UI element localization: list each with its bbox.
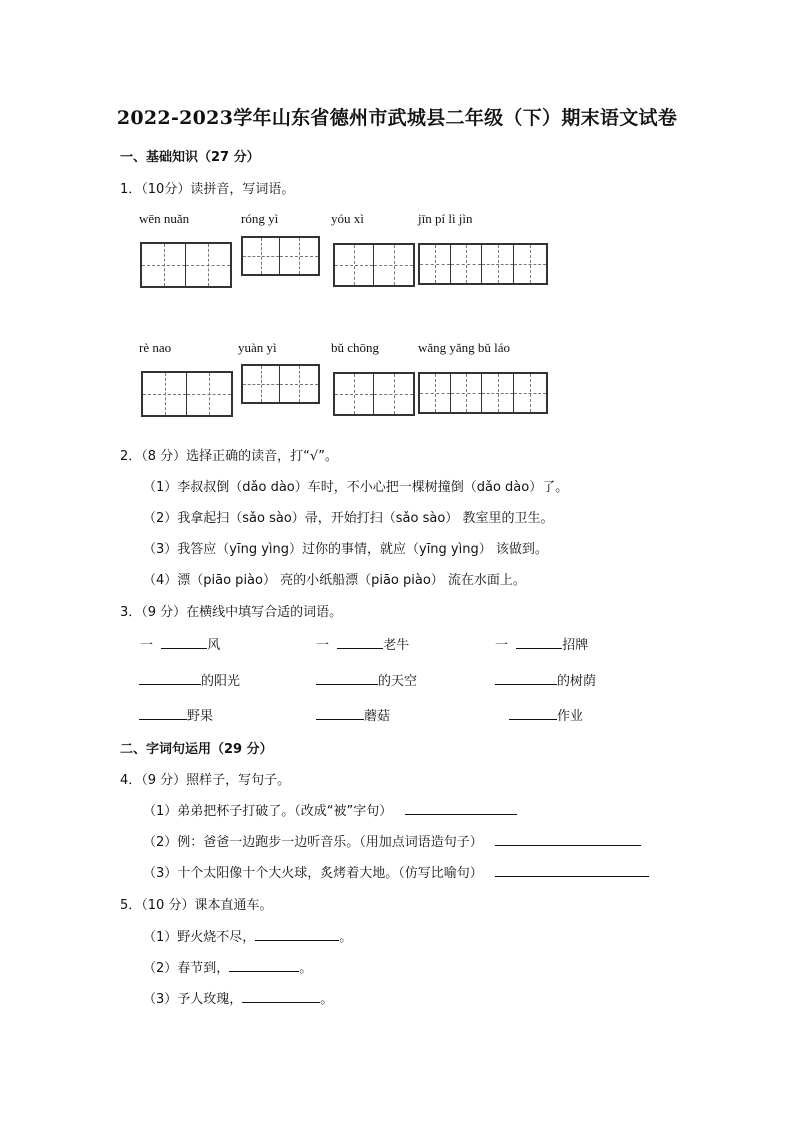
answer-blank[interactable] <box>229 959 299 972</box>
fill-blank-item <box>316 634 409 653</box>
fill-blank-item <box>495 634 588 653</box>
blank-suffix: 风 <box>207 638 221 653</box>
question-2-item: （4）漂（piāo piào） 亮的小纸船漂（piāo piào） 流在水面上。 <box>143 573 526 588</box>
answer-blank[interactable] <box>495 833 641 846</box>
measure-word-prefix: 一 <box>316 638 330 653</box>
question-2-item: （1）李叔叔倒（dǎo dào）车时，不小心把一棵树撞倒（dǎo dào）了。 <box>143 480 569 495</box>
fill-blank-item <box>509 705 583 724</box>
question-4-text: （3）十个太阳像十个大火球，炙烤着大地。（仿写比喻句） <box>143 866 483 881</box>
pinyin-label: wēn nuǎn <box>139 211 190 226</box>
question-5-text: （1）野火烧不尽， <box>143 930 256 945</box>
blank-suffix: 作业 <box>557 709 584 724</box>
question-5-end: 。 <box>320 992 334 1007</box>
answer-blank[interactable] <box>509 707 557 720</box>
answer-blank[interactable] <box>255 928 339 941</box>
question-4-item <box>143 800 517 819</box>
fill-blank-item <box>316 670 417 689</box>
writing-grid[interactable] <box>140 242 232 288</box>
pinyin-label: jīn pí lì jìn <box>418 211 473 226</box>
blank-suffix: 老牛 <box>383 638 410 653</box>
fill-blank-item <box>139 670 240 689</box>
question-5-prompt: 5．（10 分）课本直通车。 <box>120 898 273 913</box>
measure-word-prefix: 一 <box>140 638 154 653</box>
blank-suffix: 招牌 <box>562 638 589 653</box>
question-5-item <box>143 988 333 1007</box>
blank-suffix: 的树荫 <box>557 674 597 689</box>
writing-grid[interactable] <box>333 243 415 287</box>
writing-grid[interactable] <box>418 243 548 285</box>
pinyin-label: róng yì <box>241 211 279 226</box>
question-2-prompt: 2．（8 分）选择正确的读音，打“√”。 <box>120 449 338 464</box>
fill-blank-item <box>495 670 596 689</box>
fill-blank-item <box>316 705 390 724</box>
question-3-prompt: 3．（9 分）在横线中填写合适的词语。 <box>120 605 343 620</box>
section-heading-basics: 一、基础知识（27 分） <box>120 150 260 165</box>
page-title: 2022-2023学年山东省德州市武城县二年级（下）期末语文试卷 <box>116 107 678 129</box>
answer-blank[interactable] <box>139 672 201 685</box>
question-4-item <box>143 862 649 881</box>
blank-suffix: 的阳光 <box>201 674 241 689</box>
writing-grid[interactable] <box>241 236 320 276</box>
blank-suffix: 的天空 <box>378 674 418 689</box>
answer-blank[interactable] <box>495 864 649 877</box>
answer-blank[interactable] <box>316 707 364 720</box>
answer-blank[interactable] <box>405 802 517 815</box>
question-5-end: 。 <box>299 961 313 976</box>
writing-grid[interactable] <box>141 371 233 417</box>
answer-blank[interactable] <box>316 672 378 685</box>
question-5-item <box>143 926 352 945</box>
question-5-item <box>143 957 312 976</box>
answer-blank[interactable] <box>161 636 207 649</box>
writing-grid[interactable] <box>333 372 415 416</box>
question-4-text: （1）弟弟把杯子打破了。（改成“被”字句） <box>143 804 393 819</box>
pinyin-label: wǎng yǎng bǔ láo <box>418 340 511 355</box>
question-5-text: （2）春节到， <box>143 961 230 976</box>
pinyin-label: yóu xì <box>331 211 364 226</box>
writing-grid[interactable] <box>418 372 548 414</box>
question-5-text: （3）予人玫瑰， <box>143 992 243 1007</box>
question-5-end: 。 <box>339 930 353 945</box>
question-4-prompt: 4．（9 分）照样子，写句子。 <box>120 773 291 788</box>
question-4-item <box>143 831 641 850</box>
answer-blank[interactable] <box>337 636 383 649</box>
writing-grid[interactable] <box>241 364 320 404</box>
question-1-prompt: 1．（10分）读拼音，写词语。 <box>120 182 295 197</box>
fill-blank-item <box>140 634 220 653</box>
section-heading-usage: 二、字词句运用（29 分） <box>120 742 273 757</box>
answer-blank[interactable] <box>242 990 320 1003</box>
fill-blank-item <box>139 705 213 724</box>
pinyin-label: bǔ chōng <box>331 340 380 355</box>
measure-word-prefix: 一 <box>495 638 509 653</box>
pinyin-label: yuàn yì <box>238 340 277 355</box>
blank-suffix: 蘑菇 <box>364 709 391 724</box>
answer-blank[interactable] <box>516 636 562 649</box>
question-4-text: （2）例：爸爸一边跑步一边听音乐。（用加点词语造句子） <box>143 835 483 850</box>
question-2-item: （2）我拿起扫（sǎo sào）帚，开始打扫（sǎo sào） 教室里的卫生。 <box>143 511 554 526</box>
answer-blank[interactable] <box>495 672 557 685</box>
pinyin-label: rè nao <box>139 340 172 355</box>
question-2-item: （3）我答应（yīng yìng）过你的事情，就应（yīng yìng） 该做到。 <box>143 542 548 557</box>
answer-blank[interactable] <box>139 707 187 720</box>
blank-suffix: 野果 <box>187 709 214 724</box>
